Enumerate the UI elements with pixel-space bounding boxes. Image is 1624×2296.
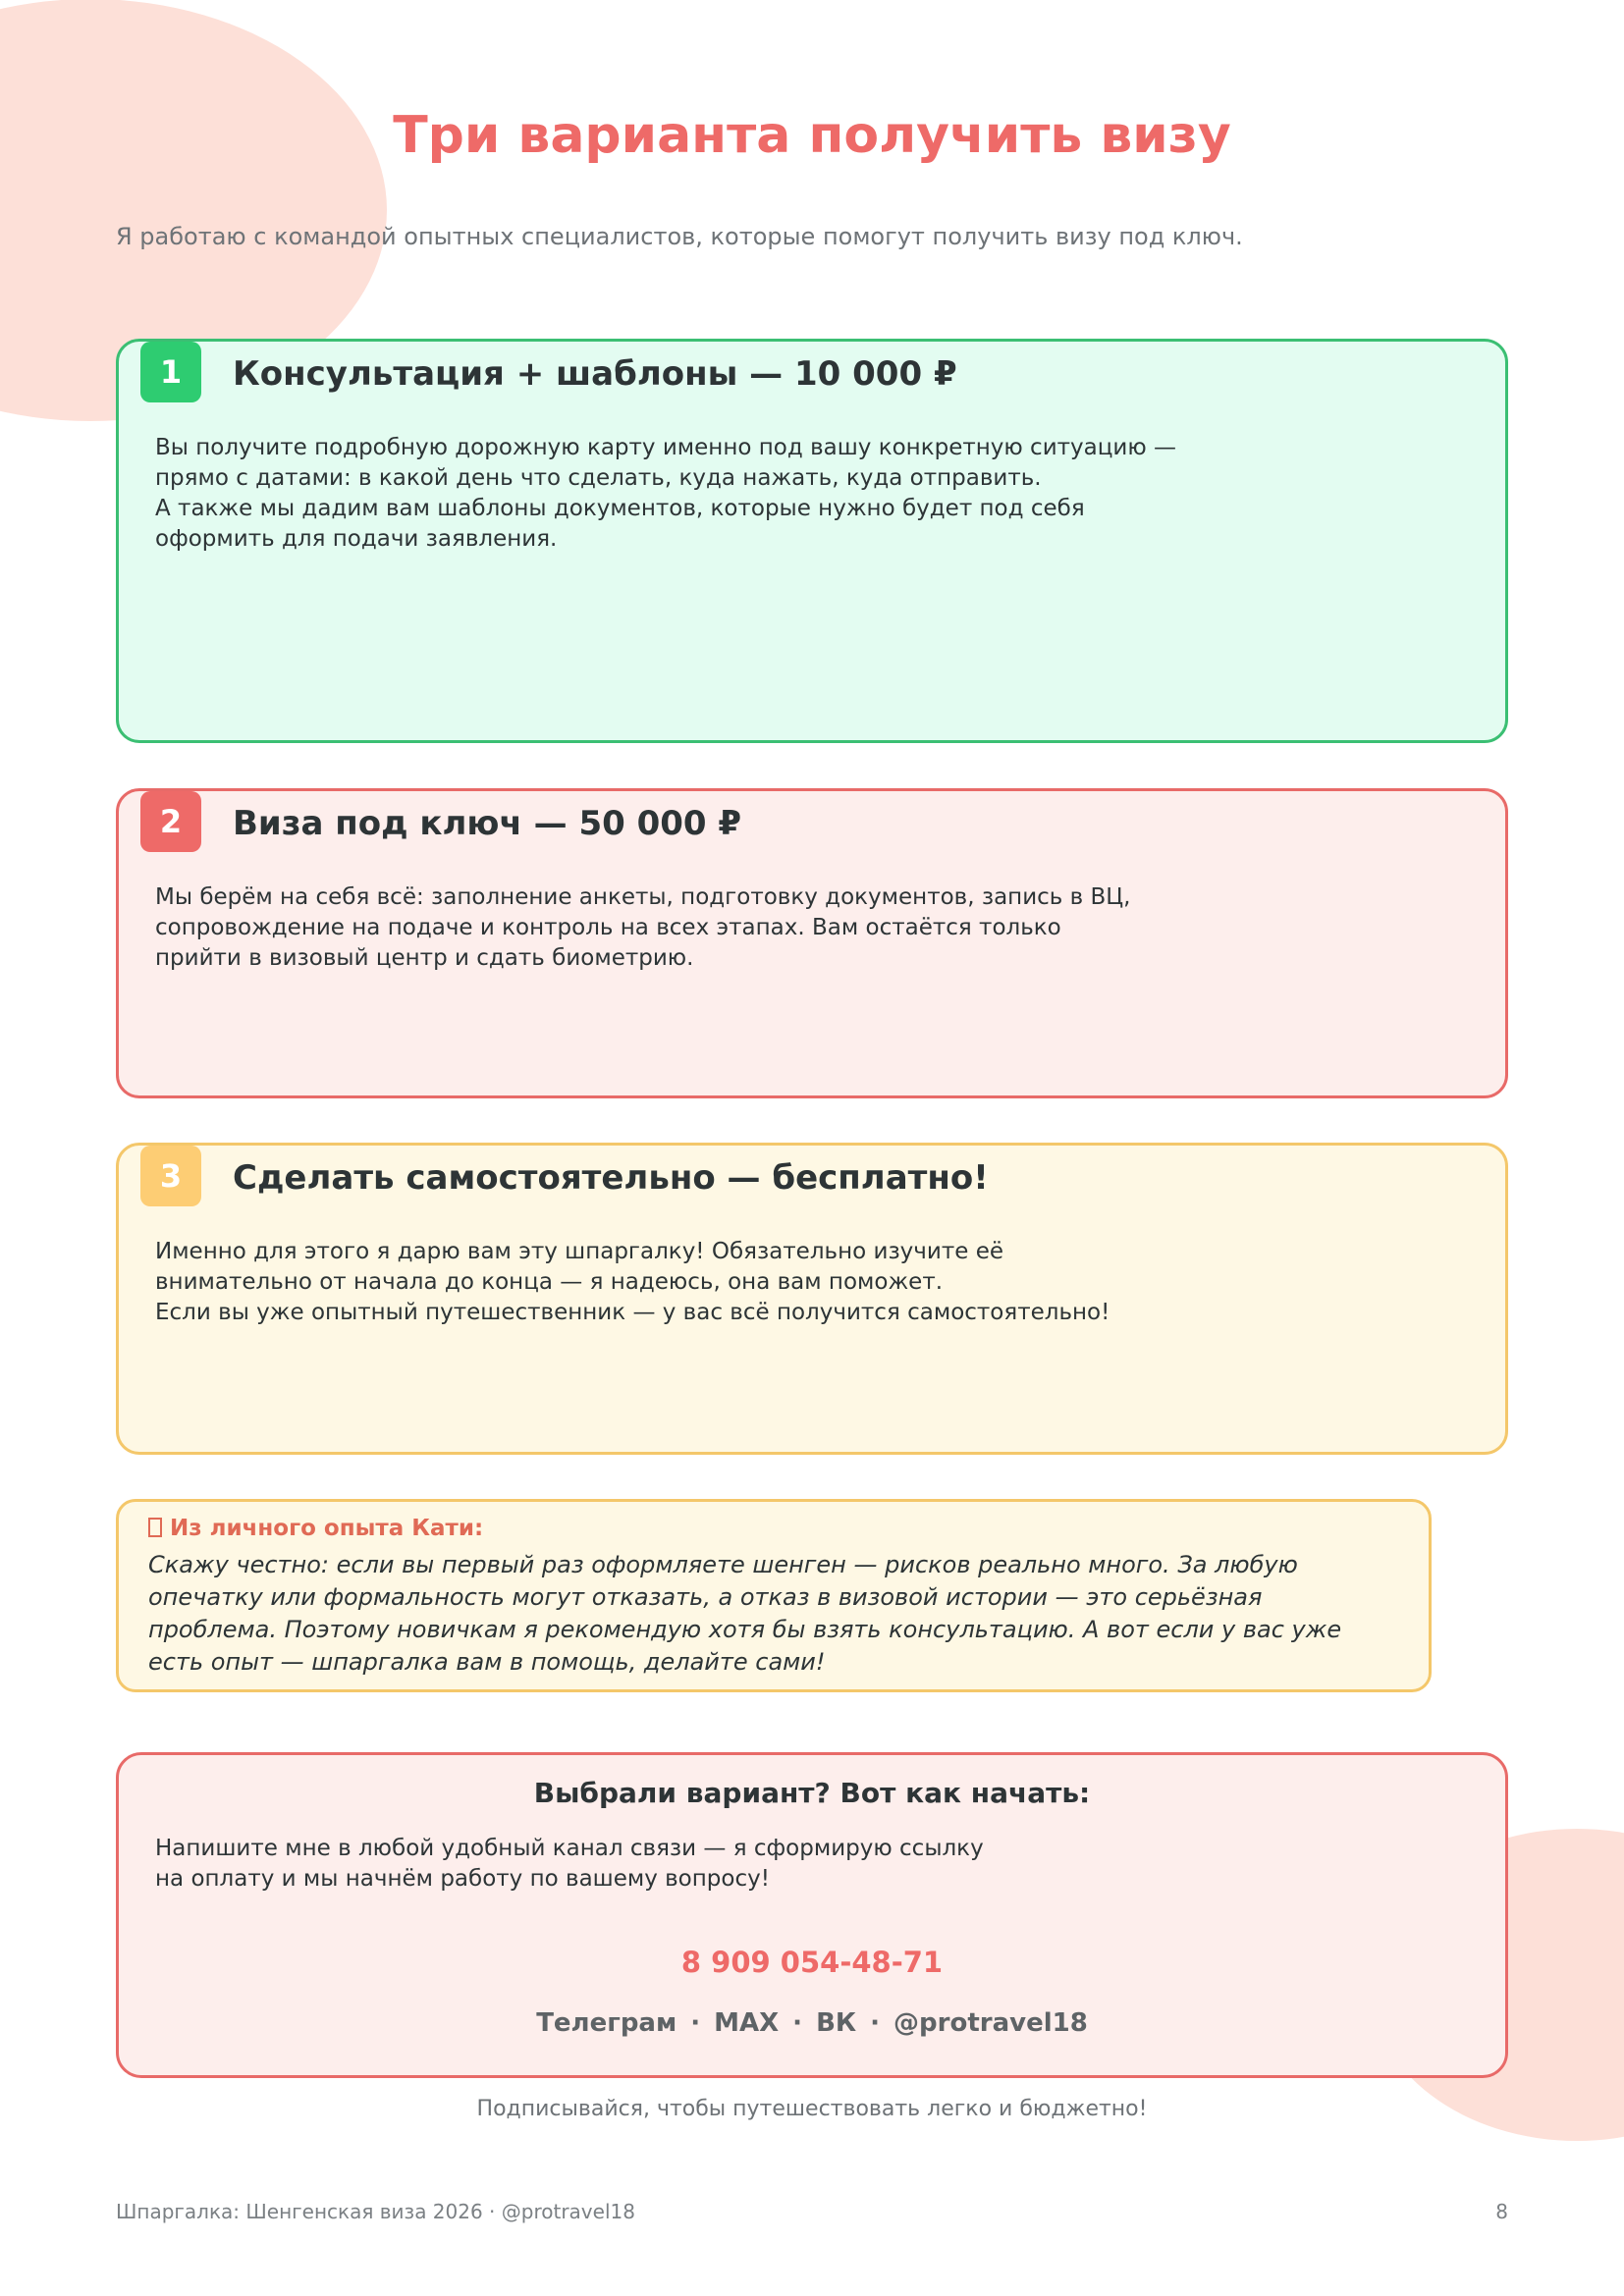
option-description	[155, 433, 1284, 555]
channel-handle[interactable]: @protravel18	[893, 2008, 1088, 2038]
option-description-line: Мы берём на себя всё: заполнение анкеты, подготовку документов, запись в ВЦ,	[155, 884, 1131, 910]
option-description	[155, 882, 1284, 974]
option-card-consultation	[116, 339, 1508, 743]
option-card-diy	[116, 1143, 1508, 1455]
channel-max[interactable]: MAX	[714, 2008, 780, 2038]
note-line: проблема. Поэтому новичкам я рекомендую хотя бы взять консультацию. А вот если у вас уже	[148, 1616, 1342, 1643]
note-line: Скажу честно: если вы первый раз оформляете шенген — рисков реально много. За любую	[148, 1551, 1298, 1578]
contact-channels	[119, 2008, 1505, 2038]
option-description-line: Если вы уже опытный путешественник — у вас всё получится самостоятельно!	[155, 1300, 1110, 1325]
option-description-line: оформить для подачи заявления.	[155, 526, 558, 552]
page-number: 8	[1495, 2200, 1508, 2223]
placeholder-glyph-icon	[148, 1518, 162, 1537]
cta-text	[155, 1834, 984, 1895]
option-title: Сделать самостоятельно — бесплатно!	[233, 1158, 989, 1198]
cta-line: Напишите мне в любой удобный канал связи — я сформирую ссылку	[155, 1836, 984, 1861]
note-heading-text: Из личного опыта Кати:	[170, 1516, 484, 1541]
intro-text: Я работаю с командой опытных специалистов, которые помогут получить визу под ключ.	[116, 223, 1243, 250]
subscribe-text: Подписывайся, чтобы путешествовать легко и бюджетно!	[476, 2097, 1148, 2121]
option-description	[155, 1237, 1284, 1328]
option-number-badge: 2	[140, 791, 201, 852]
channel-telegram[interactable]: Телеграм	[536, 2008, 677, 2038]
note-line: есть опыт — шпаргалка вам в помощь, делайте сами!	[148, 1648, 826, 1676]
separator-dot: ·	[792, 2008, 803, 2038]
note-line: опечатку или формальность могут отказать, а отказ в визовой истории — это серьёзная	[148, 1583, 1263, 1611]
option-description-line: Вы получите подробную дорожную карту именно под вашу конкретную ситуацию —	[155, 435, 1177, 460]
option-title: Виза под ключ — 50 000 ₽	[233, 804, 742, 843]
note-body	[148, 1549, 1415, 1679]
option-description-line: Именно для этого я дарю вам эту шпаргалку! Обязательно изучите её	[155, 1239, 1003, 1264]
option-title: Консультация + шаблоны — 10 000 ₽	[233, 354, 957, 394]
option-number-badge: 1	[140, 342, 201, 402]
option-description-line: сопровождение на подаче и контроль на всех этапах. Вам остаётся только	[155, 915, 1061, 940]
separator-dot: ·	[690, 2008, 701, 2038]
option-description-line: А также мы дадим вам шаблоны документов, которые нужно будет под себя	[155, 496, 1085, 521]
contact-call-to-action	[116, 1752, 1508, 2078]
cta-line: на оплату и мы начнём работу по вашему вопросу!	[155, 1866, 770, 1892]
note-heading	[148, 1516, 483, 1541]
separator-dot: ·	[870, 2008, 881, 2038]
option-description-line: прямо с датами: в какой день что сделать, куда нажать, куда отправить.	[155, 465, 1042, 491]
phone-number[interactable]: 8 909 054-48-71	[680, 1946, 944, 1979]
footer-caption: Шпаргалка: Шенгенская виза 2026 · @protravel18	[116, 2200, 635, 2223]
personal-experience-note	[116, 1499, 1432, 1692]
option-card-turnkey-visa	[116, 788, 1508, 1098]
page-title: Три варианта получить визу	[393, 106, 1231, 165]
cta-title: Выбрали вариант? Вот как начать:	[533, 1777, 1091, 1809]
option-description-line: прийти в визовый центр и сдать биометрию.	[155, 945, 694, 971]
option-description-line: внимательно от начала до конца — я надеюсь, она вам поможет.	[155, 1269, 944, 1295]
channel-vk[interactable]: ВК	[816, 2008, 857, 2038]
option-number-badge: 3	[140, 1146, 201, 1206]
